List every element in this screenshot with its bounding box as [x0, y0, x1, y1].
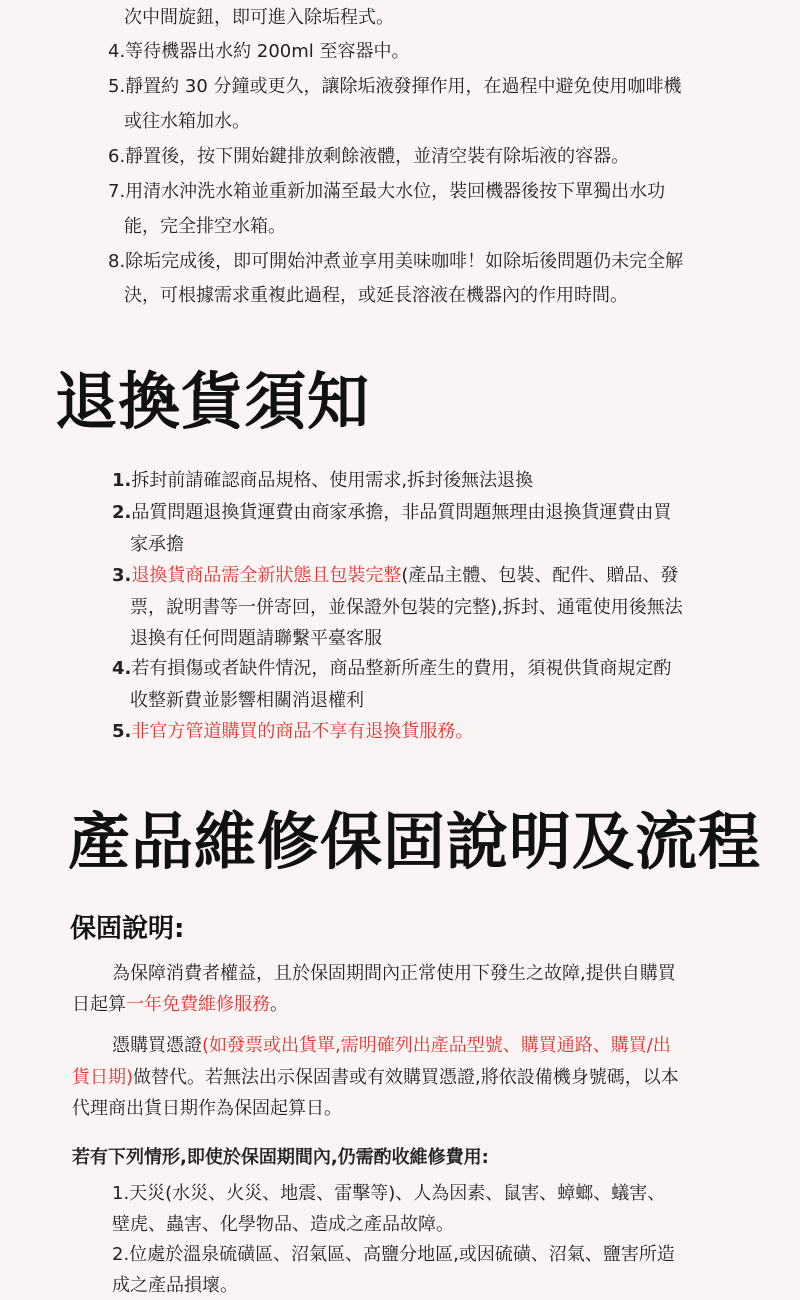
- returns-item-5: [112, 720, 473, 744]
- warranty-fee-item-2-line1: 2.位處於溫泉硫磺區、沼氣區、高鹽分地區,或因硫磺、沼氣、鹽害所造: [112, 1244, 675, 1265]
- returns-item-4-line1: [112, 657, 671, 681]
- returns-item-3-line1: [112, 564, 678, 588]
- returns-item-1: [112, 469, 533, 493]
- descale-step7-line1: 7.用清水沖洗水箱並重新加滿至最大水位，裝回機器後按下單獨出水功: [108, 181, 666, 202]
- returns-item-3-number: 3.: [112, 565, 132, 586]
- descale-step5-line1: 5.靜置約 30 分鐘或更久，讓除垢液發揮作用，在過程中避免使用咖啡機: [108, 76, 682, 97]
- descale-step5-line2: 或往水箱加水。: [124, 111, 250, 132]
- returns-item-4-number: 4.: [112, 658, 132, 679]
- returns-item-2-text: 品質問題退換貨運費由商家承擔，非品質問題無理由退換貨運費由買: [131, 502, 672, 523]
- returns-title: 退換貨須知: [55, 365, 371, 438]
- warranty-para1-line2: [72, 993, 288, 1017]
- warranty-para2-prefix: 憑購買憑證: [112, 1035, 202, 1056]
- warranty-proof-detail: (如發票或出貨單,需明確列出產品型號、購買通路、購買/出: [202, 1035, 671, 1056]
- descale-step6: 6.靜置後，按下開始鍵排放剩餘液體，並清空裝有除垢液的容器。: [108, 146, 630, 167]
- returns-item-2-line2: 家承擔: [130, 534, 184, 555]
- returns-item-5-text: 非官方管道購買的商品不享有退換貨服務。: [131, 721, 474, 742]
- warranty-title: 產品維修保固說明及流程: [68, 805, 762, 878]
- descale-step8-line1: 8.除垢完成後，即可開始沖煮並享用美味咖啡！如除垢後問題仍未完全解: [108, 251, 684, 272]
- warranty-para2-text: 做替代。若無法出示保固書或有效購買憑證,將依設備機身號碼，以本: [133, 1067, 679, 1088]
- warranty-para2-line3: 代理商出貨日期作為保固起算日。: [72, 1098, 342, 1119]
- warranty-para2-line1: [112, 1034, 671, 1058]
- returns-item-2-number: 2.: [112, 502, 132, 523]
- warranty-para1-line1: 為保障消費者權益，且於保固期間內正常使用下發生之故障,提供自購買: [112, 963, 676, 984]
- returns-item-3-highlight: 退換貨商品需全新狀態且包裝完整: [131, 565, 402, 586]
- returns-item-3-line2: 票，說明書等一併寄回，並保證外包裝的完整),拆封、通電使用後無法: [130, 597, 683, 618]
- returns-item-3-line3: 退換有任何問題請聯繫平臺客服: [130, 628, 382, 649]
- descale-step4: 4.等待機器出水約 200ml 至容器中。: [108, 41, 410, 62]
- warranty-subtitle: 保固說明:: [70, 914, 185, 944]
- warranty-fee-item-2-line2: 成之產品損壞。: [112, 1275, 238, 1296]
- returns-item-2-line1: [112, 501, 671, 525]
- warranty-fee-item-1-line2: 壁虎、蟲害、化學物品、造成之產品故障。: [112, 1214, 454, 1235]
- returns-item-1-text: 拆封前請確認商品規格、使用需求,拆封後無法退換: [131, 470, 534, 491]
- warranty-fee-heading: 若有下列情形,即使於保固期間內,仍需酌收維修費用:: [72, 1147, 489, 1168]
- returns-item-3-text: (產品主體、包裝、配件、贈品、發: [401, 565, 679, 586]
- descale-step7-line2: 能，完全排空水箱。: [124, 216, 286, 237]
- descale-step8-line2: 決，可根據需求重複此過程，或延長溶液在機器內的作用時間。: [124, 285, 628, 306]
- warranty-para1-prefix: 日起算: [72, 994, 126, 1015]
- warranty-para2-line2: [72, 1066, 679, 1090]
- descale-step3-continued: 次中間旋鈕，即可進入除垢程式。: [124, 7, 394, 28]
- returns-item-1-number: 1.: [112, 470, 132, 491]
- warranty-fee-item-1-line1: 1.天災(水災、火災、地震、雷擊等)、人為因素、鼠害、蟑螂、蟻害、: [112, 1183, 666, 1204]
- returns-item-5-number: 5.: [112, 721, 132, 742]
- returns-item-4-line2: 收整新費並影響相關消退權利: [130, 690, 364, 711]
- warranty-proof-detail-end: 貨日期): [72, 1067, 134, 1088]
- warranty-free-service: 一年免費維修服務: [126, 994, 270, 1015]
- returns-item-4-text: 若有損傷或者缺件情況，商品整新所產生的費用，須視供貨商規定酌: [131, 658, 672, 679]
- warranty-para1-suffix: 。: [270, 994, 288, 1015]
